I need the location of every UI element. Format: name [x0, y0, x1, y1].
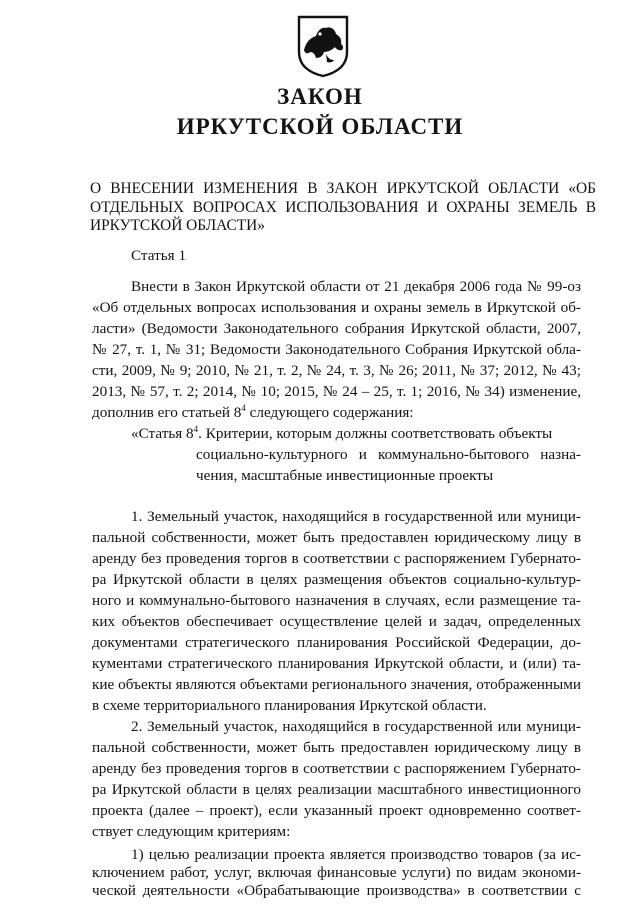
coat-of-arms-emblem — [296, 14, 350, 78]
subject-line: ОТДЕЛЬНЫХ ВОПРОСАХ ИСПОЛЬЗОВАНИЯ И ОХРАНЫ ЗЕМЕЛЬ В — [90, 198, 596, 216]
law-subject — [90, 180, 596, 236]
paragraph-line: ного и коммунально-бытового назначения в случаях, если размещение та- — [92, 592, 581, 609]
intro-last-line — [92, 404, 414, 422]
paragraph-line: ствует следующим критериям: — [92, 823, 291, 840]
paragraph-line: документами стратегического планирования Российской Федерации, до- — [92, 634, 581, 651]
paragraph-line: пальной собственности, может быть предоставлен юридическому лицу в — [92, 529, 581, 546]
intro-line: сти, 2009, № 9; 2010, № 21, т. 2, № 24, т. 3, № 26; 2011, № 37; 2012, № 43; — [92, 362, 581, 379]
paragraph-line: 2. Земельный участок, находящийся в государственной или муници- — [131, 718, 581, 735]
new-article-title-line: чения, масштабные инвестиционные проекты — [196, 467, 494, 484]
intro-line: ласти» (Ведомости Законодательного собрания Иркутской области, 2007, — [92, 320, 581, 337]
law-title: ЗАКОН — [277, 84, 363, 109]
article-superscript: 4 — [193, 423, 199, 434]
article-superscript: 4 — [241, 402, 246, 413]
paragraph-line: 1. Земельный участок, находящийся в государственной или муници- — [131, 508, 581, 525]
intro-line: № 27, т. 1, № 31; Ведомости Законодательного Собрания Иркутской обла- — [92, 341, 581, 358]
list-item-line: 1) целью реализации проекта является производство товаров (за ис- — [131, 846, 581, 863]
list-item-line: ключением работ, услуг, включая финансовые услуги) по видам экономи- — [92, 864, 581, 881]
paragraph-line: кие объекты являются объектами регионального значения, отображенными — [92, 676, 581, 693]
paragraph-line: аренду без проведения торгов в соответствии с распоряжением Губернато- — [92, 760, 581, 777]
paragraph-line: ра Иркутской области в целях реализации масштабного инвестиционного — [92, 781, 581, 798]
paragraph-line: ких объектов обеспечивает осуществление целей и задач, определенных — [92, 613, 581, 630]
intro-text: следующего содержания: — [249, 404, 414, 421]
intro-line: Внести в Закон Иркутской области от 21 декабря 2006 года № 99-оз — [131, 278, 581, 295]
subject-line: ИРКУТСКОЙ ОБЛАСТИ» — [90, 217, 265, 234]
new-article-prefix: «Статья 8 — [131, 425, 194, 442]
intro-text: дополнив его статьей 8 — [92, 404, 242, 421]
paragraph-line: ра Иркутской области в целях размещения объектов социально-культур- — [92, 571, 581, 588]
list-item-line: ческой деятельности «Обрабатывающие производства» в соответствии с — [92, 882, 581, 899]
paragraph-line: кументами стратегического планирования Иркутской области, и (или) та- — [92, 655, 581, 672]
subject-line: О ВНЕСЕНИИ ИЗМЕНЕНИЯ В ЗАКОН ИРКУТСКОЙ ОБЛАСТИ «ОБ — [90, 180, 596, 197]
intro-line: «Об отдельных вопросах использования и охраны земель в Иркутской об- — [92, 299, 581, 316]
paragraph-line: в схеме территориального планирования Иркутской области. — [92, 697, 487, 714]
new-article-title: . Критерии, которым должны соответствовать объекты — [198, 425, 553, 442]
paragraph-line: проекта (далее – проект), если указанный проект одновременно соответ- — [92, 802, 581, 819]
region-title: ИРКУТСКОЙ ОБЛАСТИ — [176, 114, 464, 139]
new-article-title-line: социально-культурного и коммунально-бытового назна- — [196, 446, 581, 463]
paragraph-line: аренду без проведения торгов в соответствии с распоряжением Губернато- — [92, 550, 581, 567]
new-article-title-line — [131, 425, 552, 443]
paragraph-line: пальной собственности, может быть предоставлен юридическому лицу в — [92, 739, 581, 756]
article-heading: Статья 1 — [131, 247, 187, 264]
intro-line: 2013, № 57, т. 2; 2014, № 10; 2015, № 24 – 25, т. 1; 2016, № 34) изменение, — [92, 383, 581, 400]
